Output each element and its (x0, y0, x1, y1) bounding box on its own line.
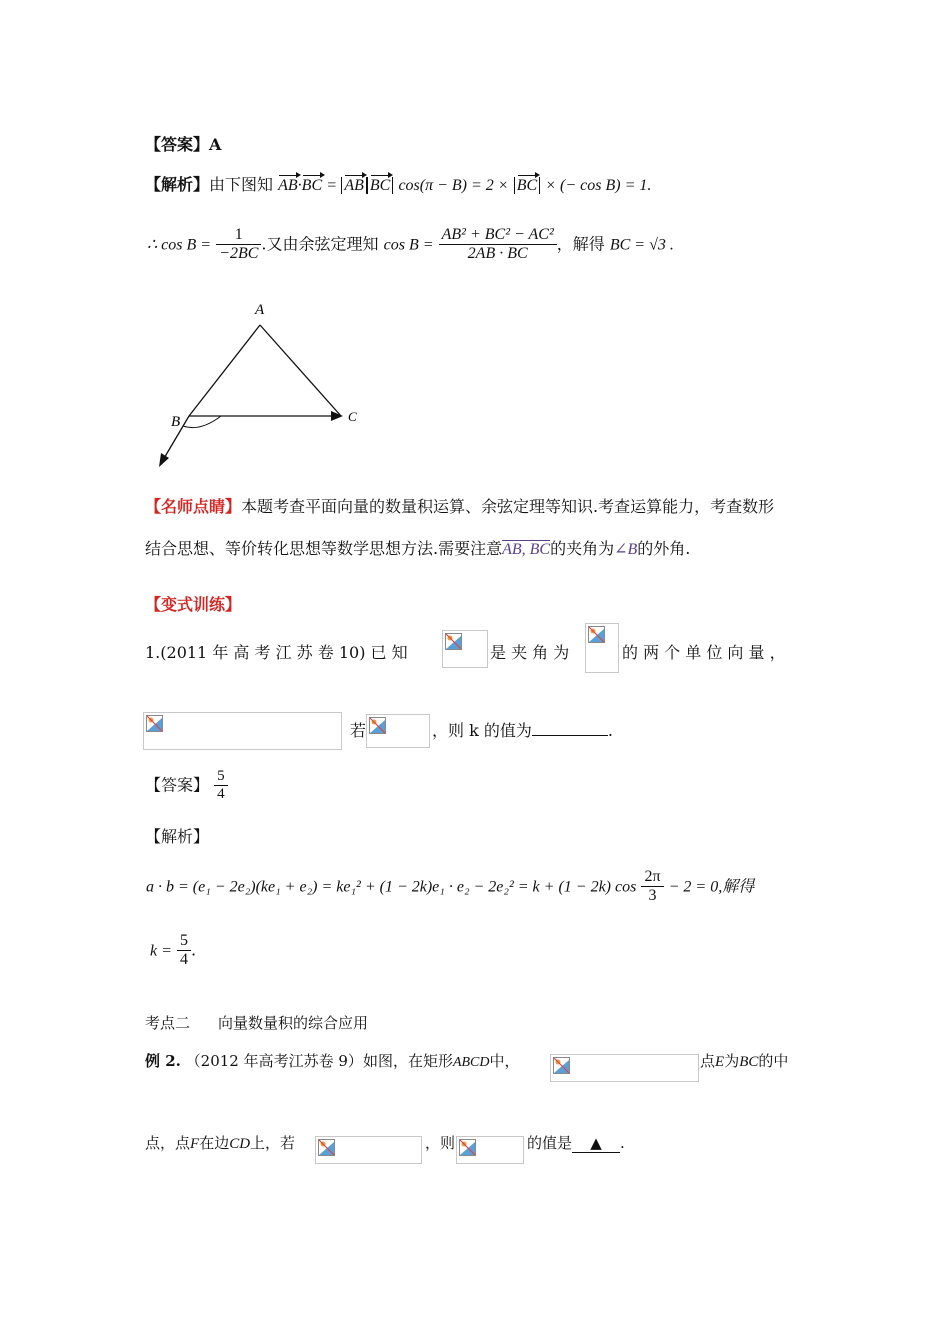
broken-image-icon (369, 717, 386, 734)
label-c: C (348, 409, 357, 424)
image-placeholder-query (456, 1136, 524, 1164)
triangle-figure (145, 295, 375, 475)
teacher-note-text-2a: 结合思想、等价转化思想等数学思想方法.需要注意 (145, 539, 503, 558)
image-placeholder-condition-2 (315, 1136, 422, 1164)
arrow-ext (159, 453, 169, 467)
image-placeholder-ab-def (143, 712, 342, 750)
analysis-2-equation (146, 868, 754, 906)
therefore-cosb: ∴ cos B = (147, 236, 212, 254)
section-2-label: 考点二 (145, 1014, 191, 1032)
image-placeholder-condition (366, 714, 430, 748)
analysis-2-result: k = $\frac{5}{4}$ . (150, 932, 197, 969)
dot-product-expr: AB·BC (278, 177, 323, 194)
image-placeholder-e1e2 (442, 630, 488, 668)
vector-bc: BC (301, 177, 323, 194)
answer-2-line (145, 768, 228, 804)
answer-2-fraction: $\frac{5}{4}$ (214, 768, 228, 804)
analysis-line-2 (147, 226, 674, 264)
analysis-lead: 由下图知 (209, 175, 274, 194)
example-2-line-1-tail: 点E为BC的中 (700, 1052, 789, 1070)
variant-label: 【变式训练】 (145, 595, 242, 614)
analysis-tail: cos(π − B) = 2 × (398, 177, 509, 194)
triangle-mark: ▲ (590, 1134, 602, 1152)
cosb-label: cos B = (383, 236, 434, 254)
arrow-c (331, 411, 343, 421)
analysis-2-rhs: − 2 = 0,解得 (668, 878, 755, 896)
problem-1-then: ，则 k 的值为 . (432, 721, 613, 740)
example-2-line-1: 例 2. （2012 年高考江苏卷 9）如图，在矩形ABCD中， (145, 1052, 520, 1070)
answer-2-label: 【答案】 (145, 775, 210, 795)
magnitude-ab: AB BC (341, 177, 393, 194)
label-a: A (255, 302, 265, 318)
problem-1-mid: 是 夹 角 为 (490, 643, 570, 662)
broken-image-icon (146, 715, 163, 732)
image-placeholder-rect-def (550, 1054, 699, 1082)
equals-sign: = (327, 177, 337, 194)
teacher-note-line-2 (145, 536, 690, 559)
result-bc: BC = √3 . (609, 236, 674, 254)
teacher-note-text-2b: 的夹角为 (550, 539, 615, 558)
broken-image-icon (588, 626, 605, 643)
answer-blank[interactable] (532, 721, 608, 736)
solve-text: ，解得 (556, 234, 605, 254)
teacher-note-text-2c: 的外角. (637, 539, 691, 558)
vector-ab: AB (278, 177, 298, 194)
broken-image-icon (553, 1057, 570, 1074)
image-placeholder-angle (585, 623, 619, 673)
broken-image-icon (445, 633, 462, 650)
fraction-law-of-cosines: $\frac{\text{AB² + BC² − AC²}}{2AB \cdot BC}$ (439, 226, 557, 264)
teacher-note-text-1: 本题考查平面向量的数量积运算、余弦定理等知识.考查运算能力，考查数形 (241, 497, 775, 516)
answer-line (145, 132, 221, 155)
cos-fraction: $\frac{2\pi}{3}$ (641, 868, 663, 906)
k-fraction: $\frac{5}{4}$ (177, 932, 191, 970)
example-2-then: ，则 (425, 1134, 456, 1152)
broken-image-icon (459, 1139, 476, 1156)
broken-image-icon (318, 1139, 335, 1156)
answer-blank-2[interactable] (572, 1134, 620, 1153)
problem-1-line-1 (145, 640, 408, 663)
problem-1-suffix: 的 两 个 单 位 向 量 ， (622, 643, 786, 662)
vector-pair: AB, BC (502, 541, 551, 558)
problem-1-if: 若 (350, 721, 367, 740)
side-ac (260, 325, 341, 416)
section-2-title: 向量数量积的综合应用 (218, 1014, 369, 1032)
example-2-source: （2012 年高考江苏卷 9） (185, 1052, 363, 1070)
example-2-prefix: 例 2. (145, 1052, 181, 1070)
label-b: B (171, 414, 181, 430)
analysis-line-1 (145, 172, 651, 195)
section-2-heading (145, 1012, 368, 1033)
analysis-label: 【解析】 (145, 175, 210, 194)
answer-label: 【答案】 (145, 135, 210, 154)
angle-b: ∠B (614, 541, 638, 558)
teacher-note-line-1 (145, 494, 774, 517)
analysis-2-label: 【解析】 (145, 827, 210, 846)
analysis-tail-2: × (− cos B) = 1. (545, 177, 652, 194)
magnitude-bc: BC (514, 177, 540, 194)
problem-1-prefix: 1.(2011 年 高 考 江 苏 卷 10) 已 知 (145, 643, 408, 662)
side-ab (189, 325, 260, 416)
answer-value: A (209, 135, 222, 154)
example-2-value-is: 的值是 ▲ . (527, 1134, 625, 1152)
analysis-2-lhs: a · b = (e₁ − 2e₂)(ke₁ + e₂) = ke₁² + (1 − 2k)e₁ · e₂ − 2e₂² = k + (1 − 2k) cos (146, 878, 637, 896)
teacher-note-label: 【名师点睛】 (145, 497, 242, 516)
example-2-line-2: 点，点F在边CD上，若 (145, 1134, 296, 1152)
fraction-1: $\frac{1}{-2BC}$ (216, 226, 261, 264)
analysis-mid: .又由余弦定理知 (261, 234, 379, 254)
